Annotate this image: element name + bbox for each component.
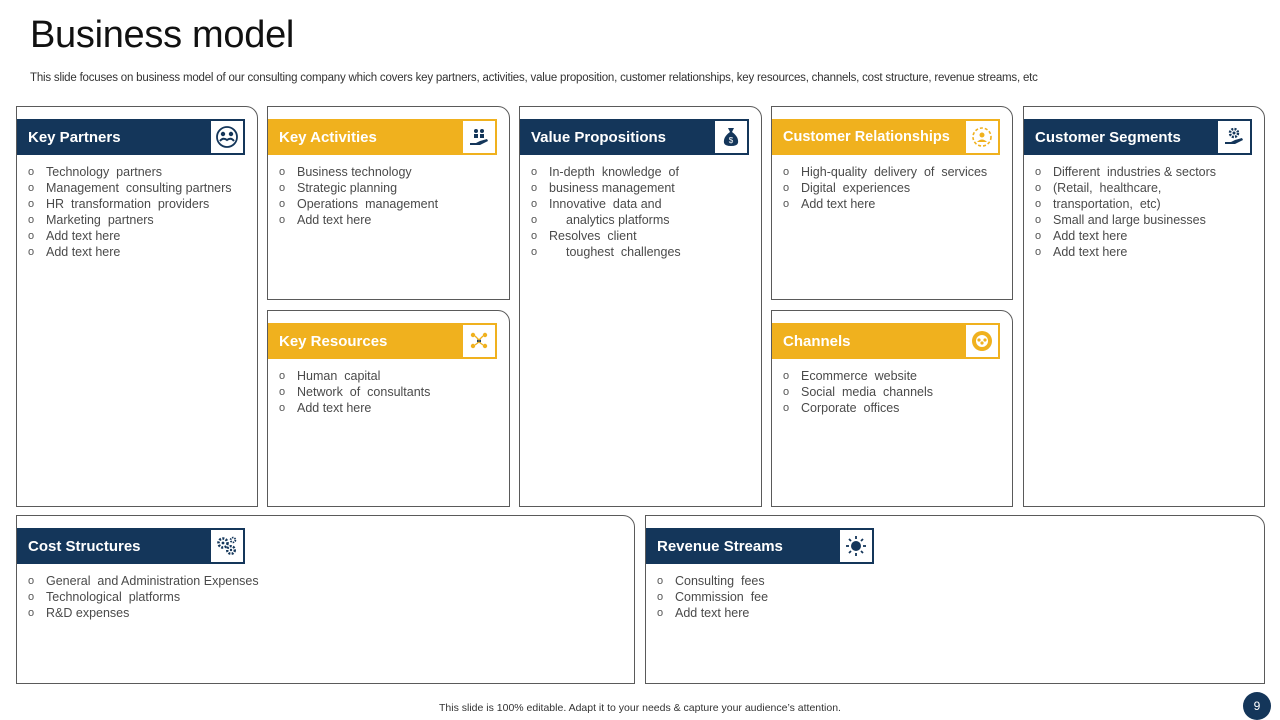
list-item: o Consulting fees xyxy=(646,573,1258,589)
list-item: o Technology partners xyxy=(17,164,251,180)
list-item: o Add text here xyxy=(772,196,1006,212)
list-item: o transportation, etc) xyxy=(1024,196,1258,212)
list-item: o Corporate offices xyxy=(772,400,1006,416)
page-subtitle: This slide focuses on business model of our consulting company which covers key partners, activities, value proposition, customer relationships, key resources, channels, cost structure, revenue streams, etc xyxy=(30,72,1038,84)
list-item: o Innovative data and xyxy=(520,196,755,212)
svg-text:$: $ xyxy=(728,136,734,145)
card-title: Key Resources xyxy=(268,323,461,359)
bullet-list xyxy=(268,164,503,228)
bullet-list xyxy=(268,368,503,416)
card-channels xyxy=(771,310,1013,507)
list-item: o In-depth knowledge of xyxy=(520,164,755,180)
page-number-badge: 9 xyxy=(1243,692,1271,720)
list-item: o Ecommerce website xyxy=(772,368,1006,384)
list-item: o Add text here xyxy=(1024,244,1258,260)
card-title: Customer Relationships xyxy=(772,119,964,155)
bullet-list xyxy=(772,368,1006,416)
card-title: Customer Segments xyxy=(1024,119,1216,155)
card-title: Value Propositions xyxy=(520,119,713,155)
list-item: o Social media channels xyxy=(772,384,1006,400)
card-header xyxy=(520,119,749,155)
list-item: o Add text here xyxy=(268,400,503,416)
card-title: Key Partners xyxy=(17,119,209,155)
people-network-icon xyxy=(467,329,491,353)
hand-with-people-icon xyxy=(467,125,491,149)
card-title: Channels xyxy=(772,323,964,359)
list-item: o Add text here xyxy=(17,244,251,260)
bullet-list xyxy=(17,573,628,621)
handshake-network-icon xyxy=(215,125,239,149)
list-item: o Technological platforms xyxy=(17,589,628,605)
list-item: o Add text here xyxy=(1024,228,1258,244)
list-item: o Add text here xyxy=(17,228,251,244)
revenue-sun-icon xyxy=(844,534,868,558)
card-header xyxy=(772,323,1000,359)
people-circle-icon xyxy=(970,329,994,353)
list-item: o Marketing partners xyxy=(17,212,251,228)
list-item: o General and Administration Expenses xyxy=(17,573,628,589)
list-item: o Small and large businesses xyxy=(1024,212,1258,228)
list-item: o Management consulting partners xyxy=(17,180,251,196)
list-item: o Different industries & sectors xyxy=(1024,164,1258,180)
card-title: Key Activities xyxy=(268,119,461,155)
list-item: o Human capital xyxy=(268,368,503,384)
list-item: o High-quality delivery of services xyxy=(772,164,1006,180)
footer-note: This slide is 100% editable. Adapt it to your needs & capture your audience’s attention. xyxy=(439,702,841,714)
card-revenue-streams xyxy=(645,515,1265,684)
card-header xyxy=(646,528,874,564)
list-item: o business management xyxy=(520,180,755,196)
bullet-list xyxy=(646,573,1258,621)
list-item: o Strategic planning xyxy=(268,180,503,196)
list-item: o Add text here xyxy=(268,212,503,228)
page-title: Business model xyxy=(30,14,295,56)
gears-icon xyxy=(215,534,239,558)
list-item: o Digital experiences xyxy=(772,180,1006,196)
list-item: o R&D expenses xyxy=(17,605,628,621)
list-item: o HR transformation providers xyxy=(17,196,251,212)
card-title: Revenue Streams xyxy=(646,528,838,564)
money-bag-icon xyxy=(719,125,743,149)
card-header xyxy=(1024,119,1252,155)
list-item: o analytics platforms xyxy=(520,212,755,228)
list-item: o (Retail, healthcare, xyxy=(1024,180,1258,196)
bullet-list xyxy=(1024,164,1258,260)
card-key-activities xyxy=(267,106,510,300)
card-header xyxy=(268,323,497,359)
list-item: o toughest challenges xyxy=(520,244,755,260)
hand-gear-icon xyxy=(1222,125,1246,149)
card-key-resources xyxy=(267,310,510,507)
list-item: o Network of consultants xyxy=(268,384,503,400)
customer-circle-icon xyxy=(970,125,994,149)
bullet-list xyxy=(520,164,755,260)
card-customer-segments xyxy=(1023,106,1265,507)
card-key-partners xyxy=(16,106,258,507)
card-cost-structures xyxy=(16,515,635,684)
list-item: o Operations management xyxy=(268,196,503,212)
card-header xyxy=(17,528,245,564)
list-item: o Commission fee xyxy=(646,589,1258,605)
card-value-propositions xyxy=(519,106,762,507)
card-header xyxy=(17,119,245,155)
card-header xyxy=(772,119,1000,155)
bullet-list xyxy=(772,164,1006,212)
list-item: o Add text here xyxy=(646,605,1258,621)
card-title: Cost Structures xyxy=(17,528,209,564)
list-item: o Business technology xyxy=(268,164,503,180)
card-header xyxy=(268,119,497,155)
card-customer-relationships xyxy=(771,106,1013,300)
list-item: o Resolves client xyxy=(520,228,755,244)
bullet-list xyxy=(17,164,251,260)
